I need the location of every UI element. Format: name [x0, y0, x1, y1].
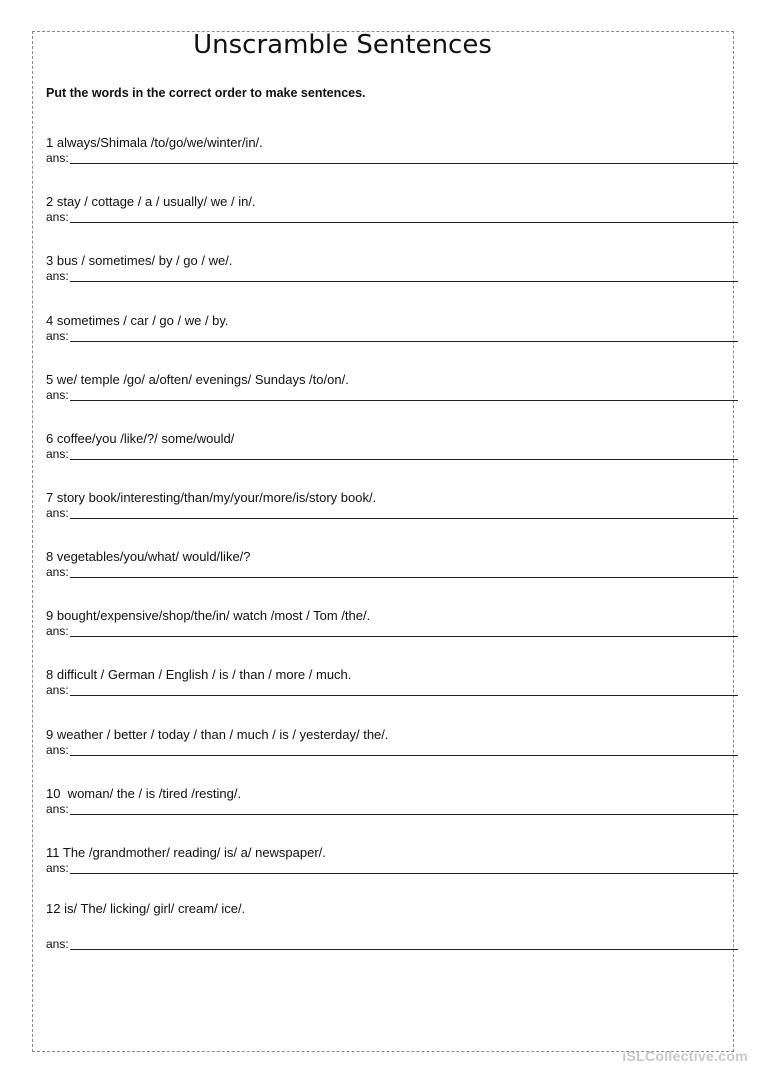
scrambled-prompt: 12 is/ The/ licking/ girl/ cream/ ice/. — [46, 901, 246, 916]
exercise-item — [46, 727, 738, 757]
instructions: Put the words in the correct order to make sentences. — [46, 86, 366, 100]
scrambled-prompt: 9 bought/expensive/shop/the/in/ watch /most / Tom /the/. — [46, 608, 371, 623]
exercise-item — [46, 549, 738, 579]
exercise-item — [46, 135, 738, 165]
answer-line[interactable] — [70, 508, 738, 519]
answer-label: ans: — [46, 210, 69, 224]
answer-row — [46, 624, 738, 638]
answer-row — [46, 565, 738, 579]
answer-line[interactable] — [70, 153, 738, 164]
answer-line[interactable] — [70, 863, 738, 874]
scrambled-prompt: 8 vegetables/you/what/ would/like/? — [46, 549, 251, 564]
answer-label: ans: — [46, 151, 69, 165]
answer-row — [46, 506, 738, 520]
answer-line[interactable] — [70, 331, 738, 342]
answer-line[interactable] — [70, 271, 738, 282]
answer-label: ans: — [46, 683, 69, 697]
answer-line[interactable] — [70, 626, 738, 637]
answer-line[interactable] — [70, 212, 738, 223]
scrambled-prompt: 3 bus / sometimes/ by / go / we/. — [46, 253, 233, 268]
answer-label: ans: — [46, 447, 69, 461]
scrambled-prompt: 5 we/ temple /go/ a/often/ evenings/ Sundays /to/on/. — [46, 372, 349, 387]
answer-row — [46, 447, 738, 461]
exercise-item — [46, 194, 738, 224]
answer-line[interactable] — [70, 390, 738, 401]
scrambled-prompt: 2 stay / cottage / a / usually/ we / in/. — [46, 194, 256, 209]
scrambled-prompt: 6 coffee/you /like/?/ some/would/ — [46, 431, 235, 446]
answer-label: ans: — [46, 802, 69, 816]
answer-row — [46, 683, 738, 697]
scrambled-prompt: 9 weather / better / today / than / much / is / yesterday/ the/. — [46, 727, 389, 742]
scrambled-prompt: 1 always/Shimala /to/go/we/winter/in/. — [46, 135, 263, 150]
answer-label: ans: — [46, 565, 69, 579]
exercise-item — [46, 431, 738, 461]
answer-line[interactable] — [70, 685, 738, 696]
answer-label: ans: — [46, 269, 69, 283]
answer-row — [46, 151, 738, 165]
answer-row — [46, 743, 738, 757]
answer-label: ans: — [46, 329, 69, 343]
exercise-item — [46, 372, 738, 402]
answer-row — [46, 937, 738, 951]
exercise-item — [46, 786, 738, 816]
answer-row — [46, 210, 738, 224]
page-border — [32, 31, 734, 1052]
scrambled-prompt: 10 woman/ the / is /tired /resting/. — [46, 786, 242, 801]
page-title: Unscramble Sentences — [193, 30, 492, 60]
answer-row — [46, 388, 738, 402]
exercise-item — [46, 901, 738, 951]
scrambled-prompt: 7 story book/interesting/than/my/your/more/is/story book/. — [46, 490, 377, 505]
answer-label: ans: — [46, 624, 69, 638]
exercise-item — [46, 608, 738, 638]
answer-label: ans: — [46, 506, 69, 520]
answer-line[interactable] — [70, 745, 738, 756]
scrambled-prompt: 4 sometimes / car / go / we / by. — [46, 313, 229, 328]
exercise-item — [46, 253, 738, 283]
answer-row — [46, 802, 738, 816]
answer-label: ans: — [46, 743, 69, 757]
answer-row — [46, 329, 738, 343]
scrambled-prompt: 11 The /grandmother/ reading/ is/ a/ newspaper/. — [46, 845, 326, 860]
exercise-item — [46, 845, 738, 875]
exercise-item — [46, 313, 738, 343]
answer-label: ans: — [46, 937, 69, 951]
answer-row — [46, 269, 738, 283]
answer-line[interactable] — [70, 567, 738, 578]
watermark: iSLCollective.com — [622, 1048, 748, 1064]
answer-label: ans: — [46, 388, 69, 402]
answer-line[interactable] — [70, 804, 738, 815]
exercise-item — [46, 490, 738, 520]
scrambled-prompt: 8 difficult / German / English / is / than / more / much. — [46, 667, 352, 682]
answer-line[interactable] — [70, 939, 738, 950]
answer-row — [46, 861, 738, 875]
answer-label: ans: — [46, 861, 69, 875]
exercise-item — [46, 667, 738, 697]
answer-line[interactable] — [70, 449, 738, 460]
